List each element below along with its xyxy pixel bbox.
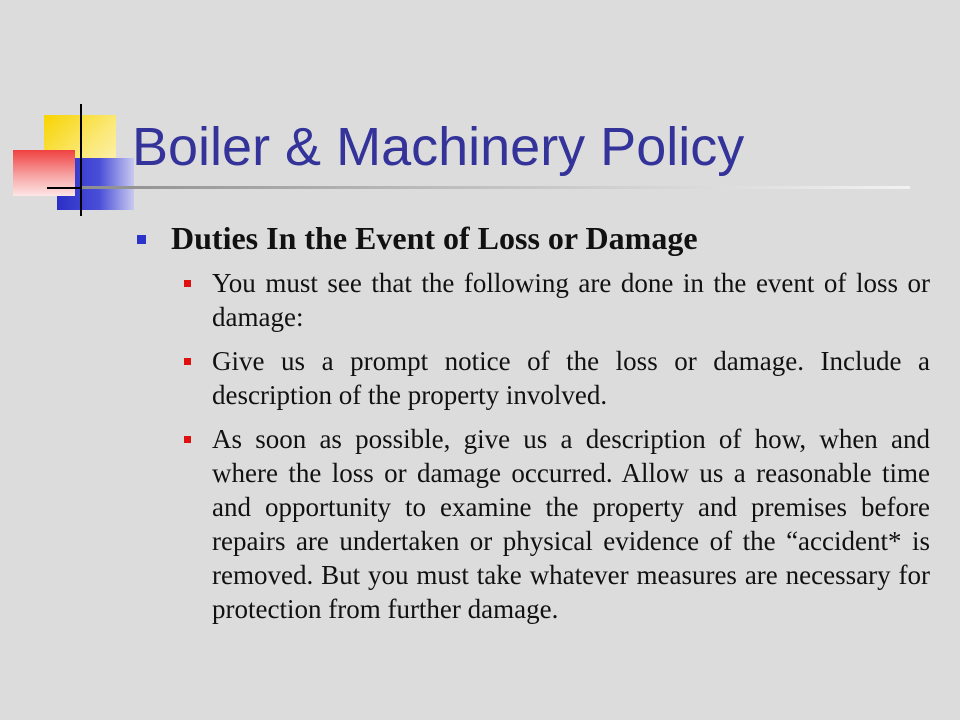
logo-horizontal-line: [47, 187, 85, 189]
slide-title: Boiler & Machinery Policy: [132, 117, 745, 177]
sub-bullet-2: [212, 344, 930, 412]
blue-square-bullet-icon: [137, 235, 146, 244]
sub-bullet-text: You must see that the following are done in the event of loss or damage:: [212, 268, 930, 332]
sub-bullet-1: [212, 266, 930, 334]
logo-vertical-line: [80, 104, 82, 216]
red-square-bullet-icon: [184, 280, 191, 287]
red-square: [13, 150, 75, 196]
sub-bullet-text: As soon as possible, give us a description of how, when and where the loss or damage occurred. Allow us a reasonable time and opportunity to examine the property and premises before repairs are undertaken or physical evidence of the “accident* is removed. But you must take whatever measures are necessary for protection from further damage.: [212, 424, 930, 624]
red-square-bullet-icon: [184, 358, 191, 365]
title-divider: [82, 186, 910, 189]
bullet-heading: [132, 220, 932, 256]
sub-bullet-3: [212, 422, 930, 626]
red-square-bullet-icon: [184, 436, 191, 443]
heading-text: Duties In the Event of Loss or Damage: [171, 220, 698, 256]
slide-body: [132, 220, 932, 636]
sub-bullet-text: Give us a prompt notice of the loss or damage. Include a description of the property involved.: [212, 346, 930, 410]
